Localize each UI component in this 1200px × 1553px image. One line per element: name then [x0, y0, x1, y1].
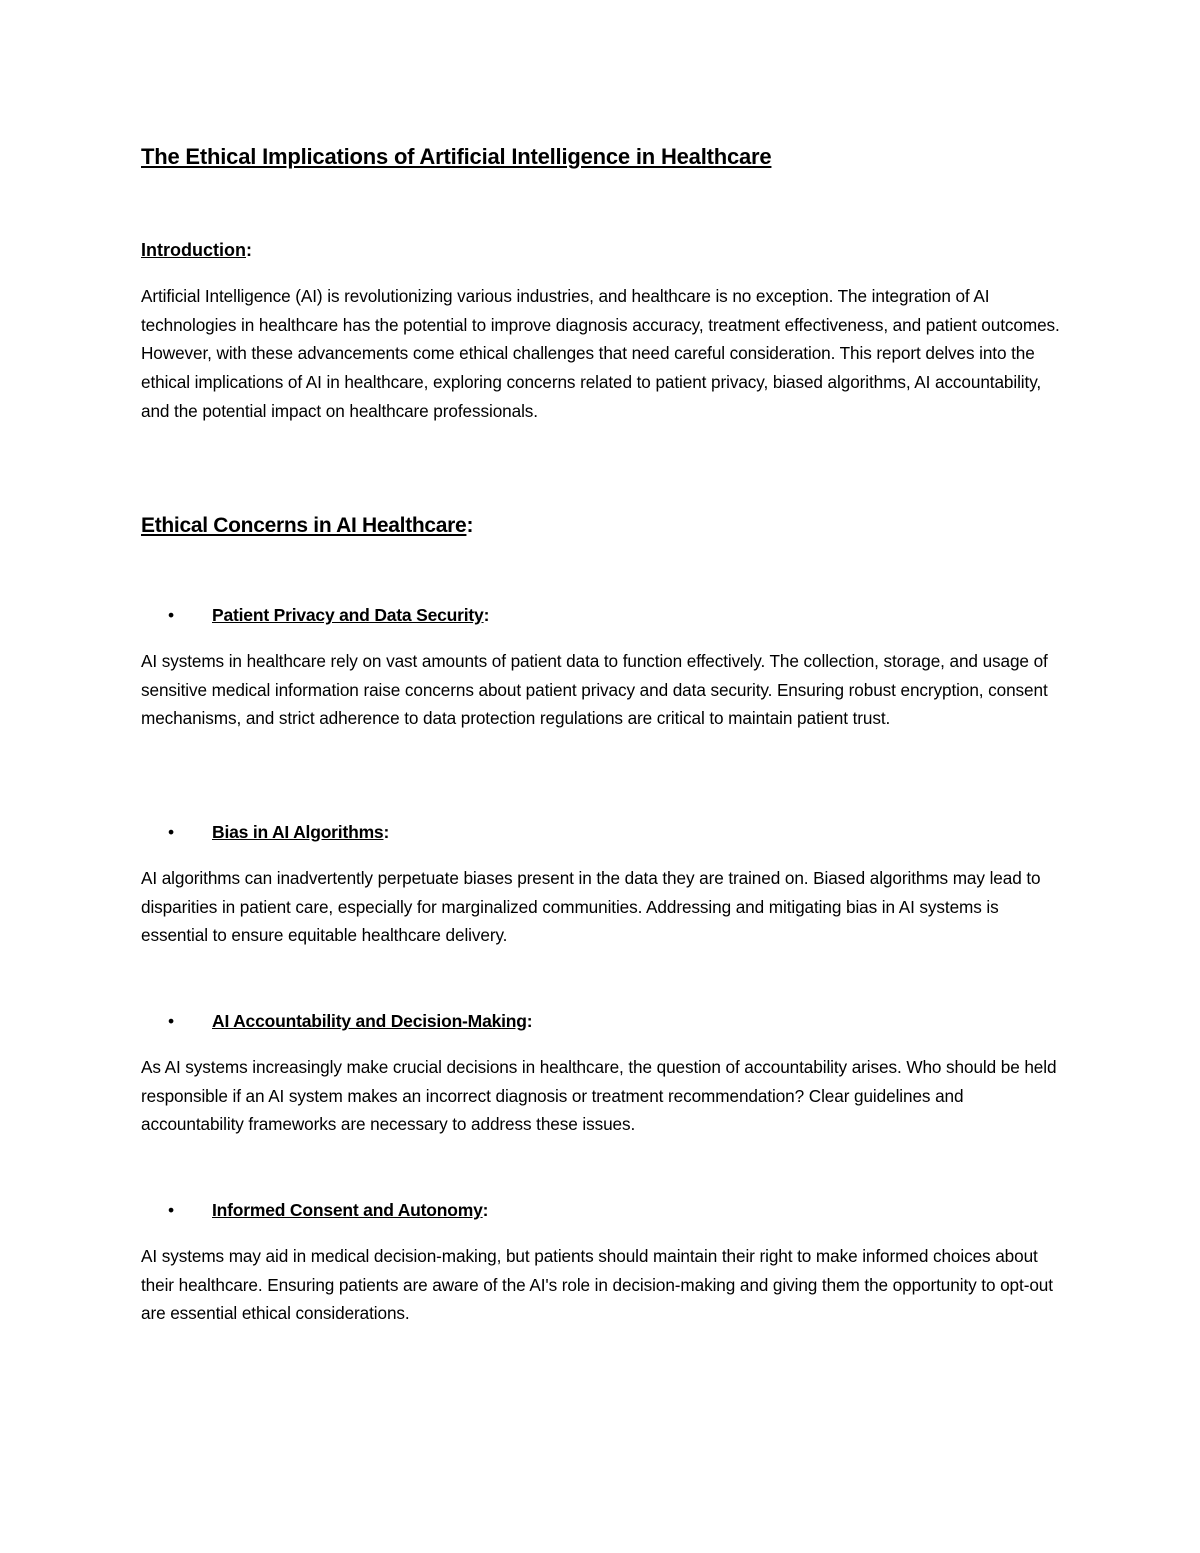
bullet-icon: • — [168, 1200, 174, 1220]
ethical-concerns-heading-colon: : — [466, 514, 474, 537]
concern-heading-accountability-colon: : — [526, 1011, 533, 1031]
concern-paragraph-consent: AI systems may aid in medical decision-making, but patients should maintain their right to make informed choices about their healthcare. Ensuring patients are aware of the AI's role in decision-making and giving them the opportunity to opt-out are essential ethical considerations. — [141, 1246, 1053, 1324]
concern-heading-privacy-colon: : — [483, 605, 490, 625]
introduction-label-text: Introduction — [141, 240, 246, 260]
introduction-paragraph: Artificial Intelligence (AI) is revolutionizing various industries, and healthcare is no exception. The integration of AI technologies in healthcare has the potential to improve diagnosis accuracy, treatment effectiveness, and patient outcomes. However, with these advancements come ethical challenges that need careful consideration. This report delves into the ethical implications of AI in healthcare, exploring concerns related to patient privacy, biased algorithms, AI accountability, and the potential impact on healthcare professionals. — [141, 286, 1060, 421]
concern-paragraph-accountability: As AI systems increasingly make crucial decisions in healthcare, the question of accountability arises. Who should be held responsible if an AI system makes an incorrect diagnosis or treatment recommendation? Clear guidelines and accountability frameworks are necessary to address these issues. — [141, 1057, 1057, 1135]
ethical-concerns-heading — [141, 514, 473, 538]
bullet-icon: • — [168, 822, 174, 842]
concern-heading-privacy — [168, 605, 490, 626]
concern-heading-bias-text: Bias in AI Algorithms — [212, 822, 384, 842]
concern-paragraph-privacy: AI systems in healthcare rely on vast amounts of patient data to function effectively. The collection, storage, and usage of sensitive medical information raise concerns about patient privacy and data security. Ensuring robust encryption, consent mechanisms, and strict adherence to data protection regulations are critical to maintain patient trust. — [141, 651, 1048, 729]
concern-heading-bias-colon: : — [383, 822, 390, 842]
document-title: The Ethical Implications of Artificial Intelligence in Healthcare — [141, 144, 772, 169]
concern-heading-consent-colon: : — [482, 1200, 489, 1220]
concern-paragraph-bias: AI algorithms can inadvertently perpetuate biases present in the data they are trained on. Biased algorithms may lead to disparities in patient care, especially for marginalized communities. Addressing and mitigating bias in AI systems is essential to ensure equitable healthcare delivery. — [141, 868, 1041, 946]
concern-heading-accountability — [168, 1011, 533, 1032]
introduction-label-colon: : — [245, 240, 252, 260]
bullet-icon: • — [168, 605, 174, 625]
concern-heading-privacy-text: Patient Privacy and Data Security — [212, 605, 484, 625]
introduction-label — [141, 240, 252, 261]
concern-heading-consent-text: Informed Consent and Autonomy — [212, 1200, 483, 1220]
concern-heading-bias — [168, 822, 390, 843]
concern-heading-accountability-text: AI Accountability and Decision-Making — [212, 1011, 527, 1031]
bullet-icon: • — [168, 1011, 174, 1031]
ethical-concerns-heading-text: Ethical Concerns in AI Healthcare — [141, 514, 467, 537]
concern-heading-consent — [168, 1200, 489, 1221]
